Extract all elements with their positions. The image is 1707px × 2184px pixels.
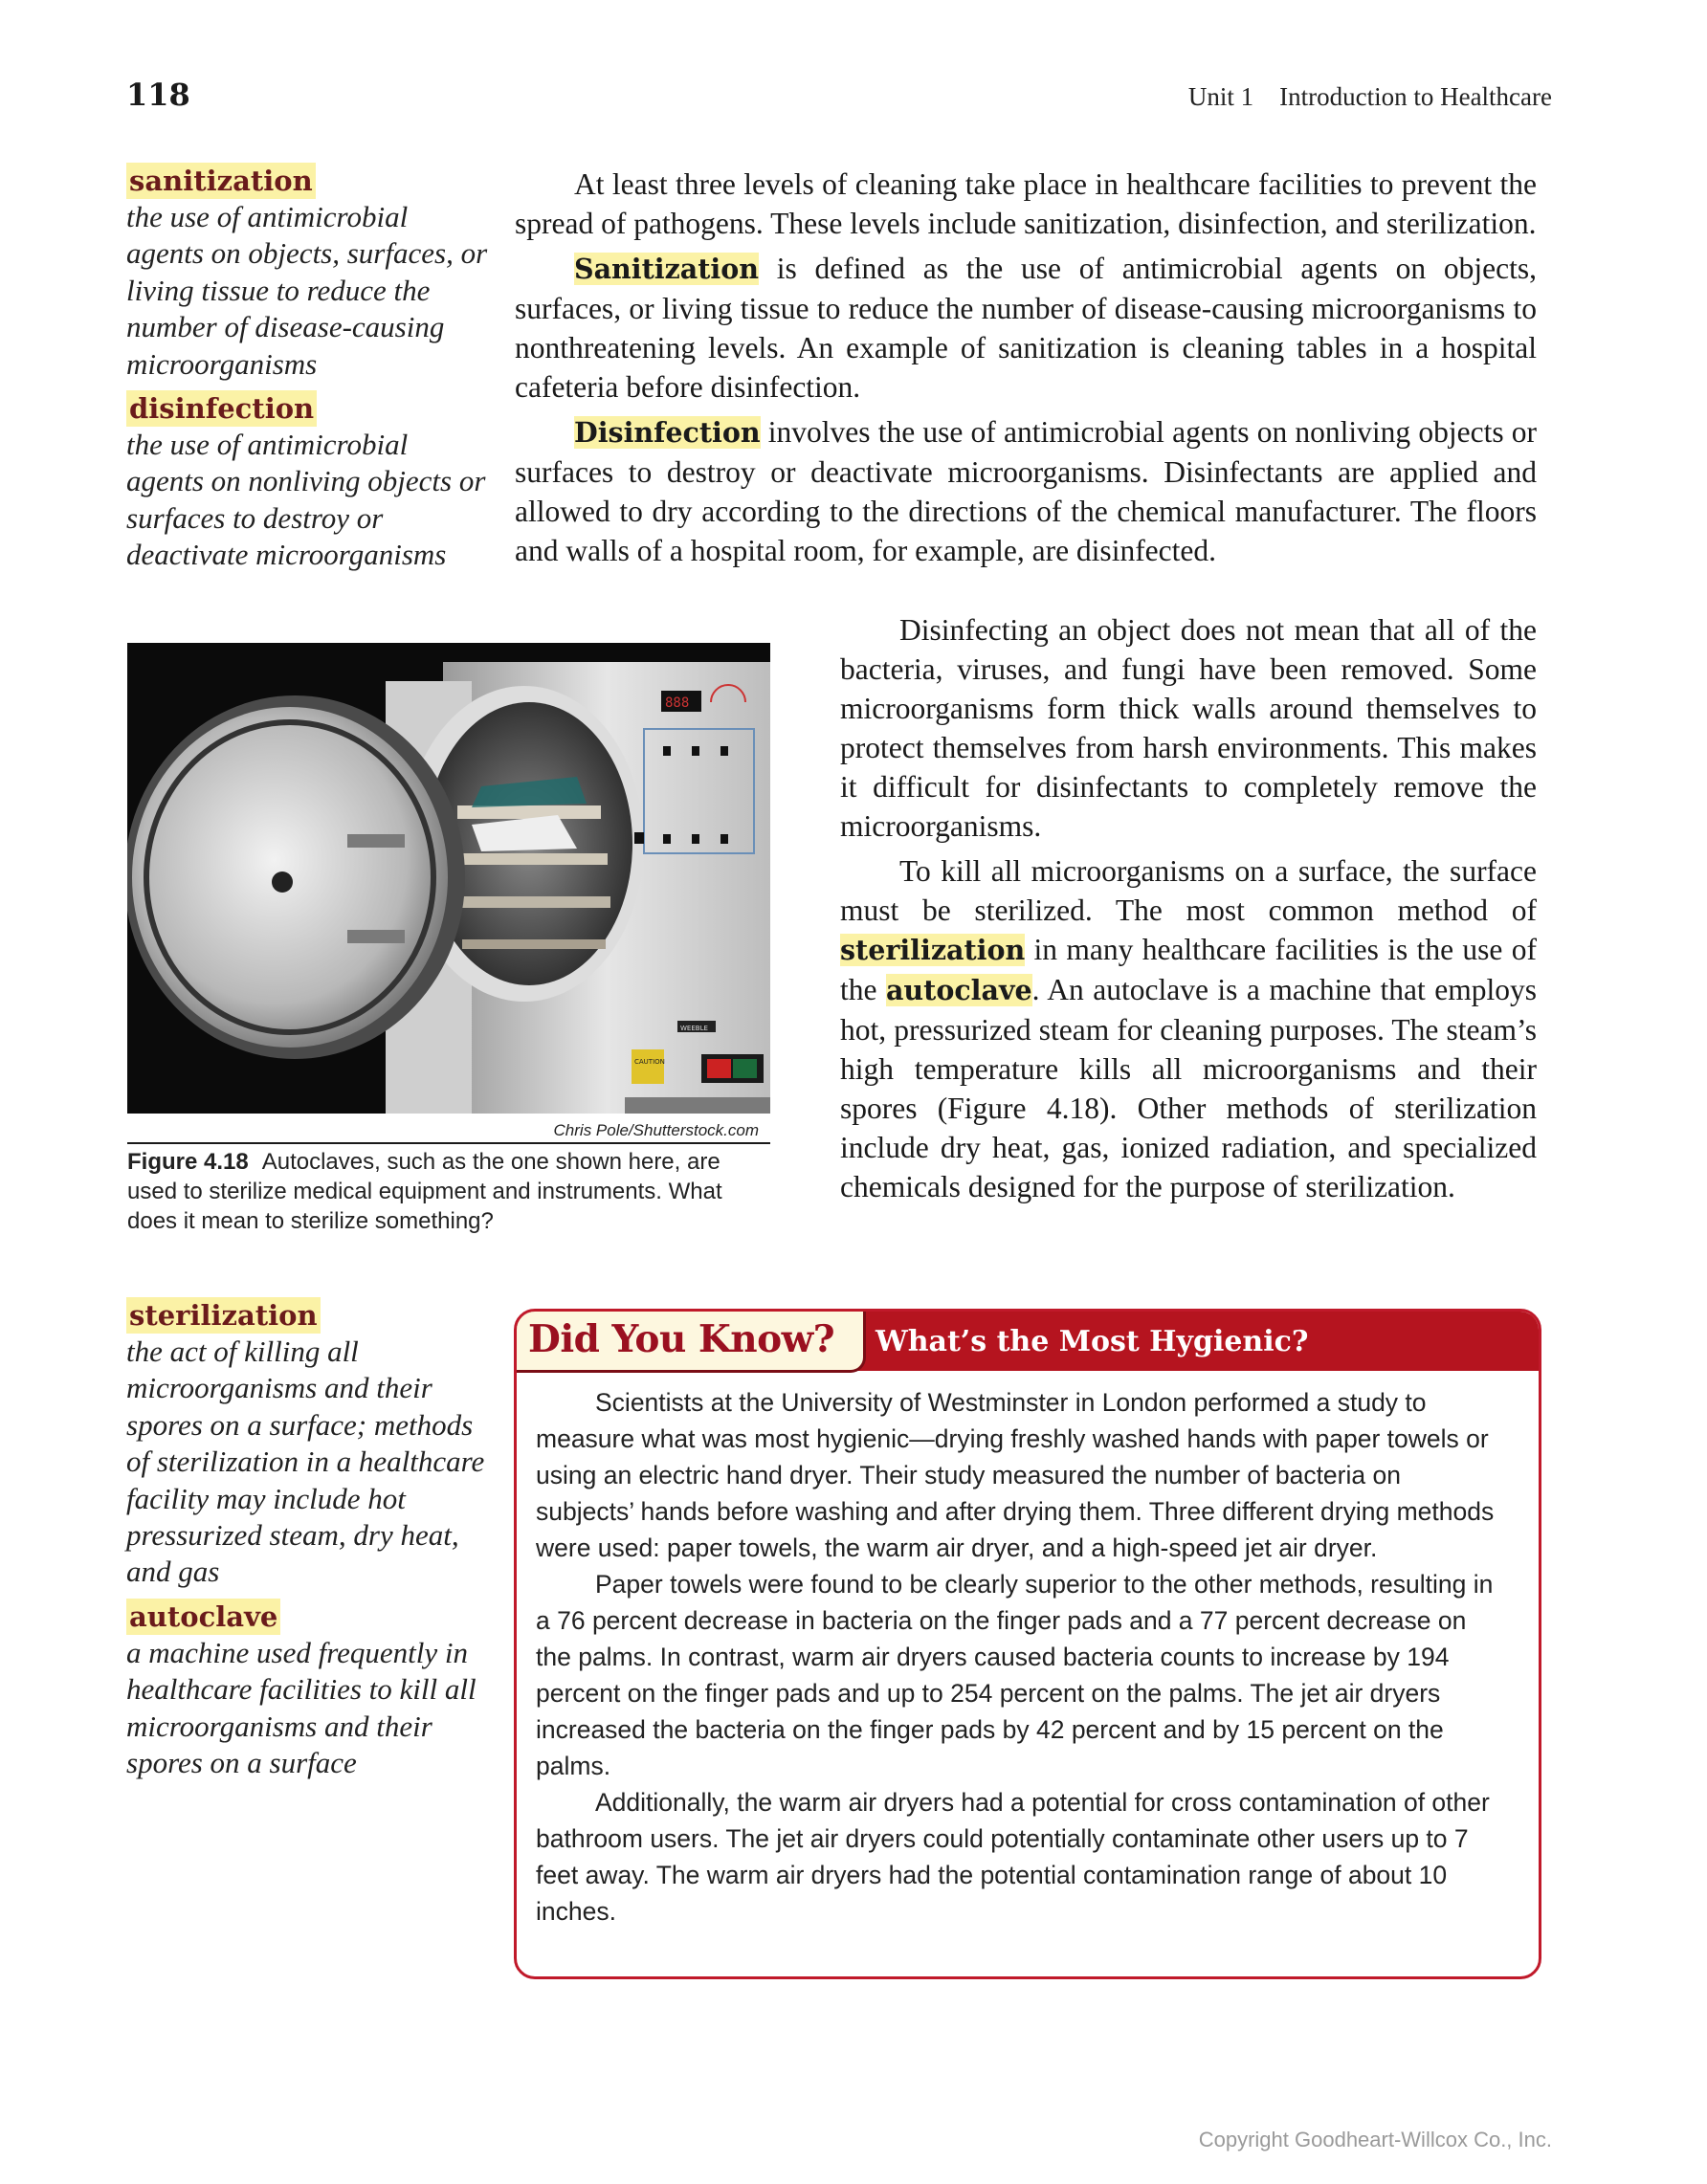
glossary-entry: [126, 163, 490, 383]
photo-credit: Chris Pole/Shutterstock.com: [553, 1121, 759, 1139]
body-paragraph-text: To kill all microorganisms on a surface, the surface must be sterilized. The most common method of: [840, 854, 1537, 927]
glossary-entry: [126, 390, 490, 574]
body-paragraph-text: is defined as the use of antimicrobial agents on objects, surfaces, or living tissue to reduce the number of disease-causing microorganisms to nonthreatening levels. An example of sanitization is cleaning tables in a hospital cafeteria before disinfection.: [515, 252, 1537, 404]
did-you-know-paragraph: Additionally, the warm air dryers had a potential for cross contamination of other bathroom users. The jet air dryers could potentially contaminate other users up to 7 feet away. The warm air dryers had the potential contamination range of about 10 inches.: [536, 1788, 1490, 1926]
autoclave-photo: [127, 643, 770, 1114]
key-term-highlight: autoclave: [885, 974, 1032, 1006]
control-button: [720, 746, 728, 756]
did-you-know-body: [536, 1384, 1502, 1930]
glossary-definition: the use of antimicrobial agents on nonliving objects or surfaces to destroy or deactivate microorganisms: [126, 428, 486, 572]
figure-caption: [127, 1147, 770, 1236]
autoclave-illustration: [127, 643, 770, 1114]
page-number: 118: [126, 77, 190, 113]
glossary-definition: the act of killing all microorganisms and their spores on a surface; methods of sterilization in a healthcare facility may include hot pressurized steam, dry heat, and gas: [126, 1335, 485, 1589]
body-paragraph: Disinfecting an object does not mean that all of the bacteria, viruses, and fungi have been removed. Some microorganisms form thick walls around themselves to protect themselves from harsh environments. This makes it difficult for disinfectants to completely remove the microorganisms.: [840, 613, 1537, 843]
body-paragraph: [515, 249, 1537, 407]
margin-glossary-top: [126, 163, 490, 582]
body-paragraph: [515, 412, 1537, 570]
glossary-entry: [126, 1297, 490, 1591]
glossary-definition: the use of antimicrobial agents on objects, surfaces, or living tissue to reduce the number of disease-causing microorganisms: [126, 200, 488, 381]
door-hinge: [347, 930, 405, 943]
glossary-entry: [126, 1599, 490, 1782]
did-you-know-tab: [517, 1312, 866, 1373]
body-paragraph-text: in many healthcare facilities is the use of the: [840, 933, 1537, 1006]
tray: [457, 805, 601, 819]
glossary-term: sanitization: [126, 163, 316, 199]
key-term-highlight: Disinfection: [574, 416, 761, 449]
control-button: [692, 746, 699, 756]
control-button: [634, 832, 644, 844]
glossary-term: sterilization: [126, 1297, 321, 1334]
control-button: [692, 834, 699, 844]
did-you-know-label: Did You Know?: [528, 1317, 835, 1361]
tray: [454, 853, 608, 865]
display-reading: 888: [665, 695, 690, 711]
glossary-definition: a machine used frequently in healthcare facilities to kill all microorganisms and their spores on a surface: [126, 1635, 477, 1780]
body-paragraph: At least three levels of cleaning take place in healthcare facilities to prevent the spread of pathogens. These levels include sanitization, disinfection, and sterilization.: [515, 167, 1537, 240]
label-plate-text: WEEBLE: [680, 1025, 708, 1032]
photo-credit-strip: [127, 1114, 770, 1144]
body-text-upper: [515, 165, 1537, 576]
control-button: [663, 834, 671, 844]
machine-base: [625, 1097, 770, 1114]
body-paragraph-text: . An autoclave is a machine that employs hot, pressurized steam for cleaning purposes. The steam’s high temperature kills all microorganisms and their spores (Figure 4.18). Other methods of sterilization include dry heat, gas, ionized radiation, and specialized chemicals designed for the purpose of sterilization.: [840, 973, 1538, 1203]
body-paragraph: [840, 851, 1537, 1206]
did-you-know-paragraph: Paper towels were found to be clearly superior to the other methods, resulting in a 76 percent decrease in bacteria on the finger pads and a 77 percent decrease on the palms. In contrast, warm air dryers caused bacteria counts to increase by 194 percent on the finger pads and up to 254 percent on the palms. The jet air dryers increased the bacteria on the finger pads by 42 percent and by 15 percent on the palms.: [536, 1570, 1494, 1780]
glossary-term: disinfection: [126, 390, 317, 427]
running-head: Unit 1 Introduction to Healthcare: [1187, 82, 1552, 111]
did-you-know-paragraph: Scientists at the University of Westminster in London performed a study to measure what was most hygienic—drying freshly washed hands with paper towels or using an electric hand dryer. Their study measured the number of bacteria on subjects’ hands before washing and after drying them. Three different drying methods were used: paper towels, the warm air dryer, and a high-speed jet air dryer.: [536, 1388, 1495, 1562]
key-term-highlight: Sanitization: [574, 253, 759, 285]
copyright-notice: Copyright Goodheart-Willcox Co., Inc.: [1198, 2128, 1552, 2151]
figure-caption-text: Autoclaves, such as the one shown here, are used to sterilize medical equipment and instruments. What does it mean to sterilize something?: [127, 1149, 722, 1234]
control-button: [663, 746, 671, 756]
margin-glossary-bottom: [126, 1297, 490, 1789]
body-paragraph-text: involves the use of antimicrobial agents on nonliving objects or surfaces to destroy or deactivate microorganisms. Disinfectants are applied and allowed to dry according to the directions of the chemical manufacturer. The floors and walls of a hospital room, for example, are disinfected.: [515, 415, 1537, 567]
key-term-highlight: sterilization: [840, 934, 1026, 966]
body-text-lower: [840, 610, 1537, 1212]
power-switch-green: [733, 1059, 757, 1078]
did-you-know-title: What’s the Most Hygienic?: [876, 1325, 1309, 1358]
warning-label: [632, 1049, 664, 1084]
tray: [453, 896, 610, 908]
figure-label: Figure 4.18: [127, 1149, 249, 1175]
did-you-know-box: [514, 1309, 1541, 1979]
power-switch-red: [707, 1059, 731, 1078]
door-knob: [272, 871, 293, 893]
warning-label-text: CAUTION: [634, 1058, 665, 1066]
tray: [462, 939, 606, 949]
door-hinge: [347, 834, 405, 848]
glossary-term: autoclave: [126, 1599, 280, 1635]
control-button: [720, 834, 728, 844]
